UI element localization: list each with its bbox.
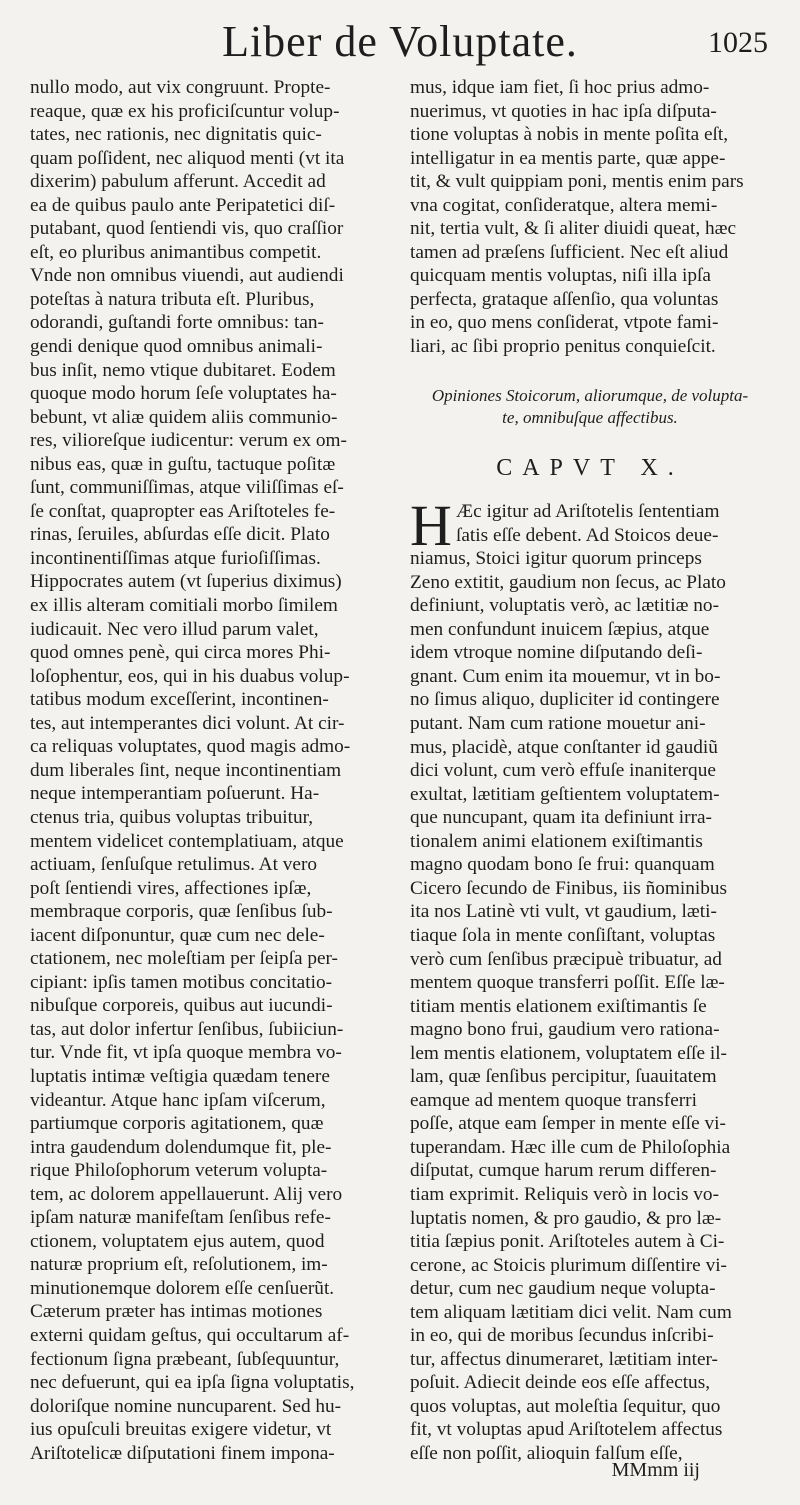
text-line: rique Philoſophorum veterum volupta-: [30, 1160, 328, 1182]
text-line: tione voluptas à nobis in mente poſita eſt,: [410, 124, 729, 146]
text-line: doloriſque nomine nuncuparent. Sed hu-: [30, 1395, 342, 1417]
text-line: luptatis nomen, & pro gaudio, & pro læ-: [410, 1207, 722, 1229]
text-line: tamen ad præſens ſufficient. Nec eſt aliud: [410, 241, 729, 263]
text-line: dum liberales ſint, neque incontinentiam: [30, 759, 342, 781]
text-line: tuperandam. Hæc ille cum de Philoſophia: [410, 1136, 731, 1158]
text-line: eſſe non poſſit, alioquin falſum eſſe,: [410, 1442, 683, 1464]
text-line: fectionum ſigna præbeant, ſubſequuntur,: [30, 1348, 340, 1370]
text-line: nullo modo, aut vix congruunt. Propte-: [30, 77, 331, 98]
text-line: tes, aut intemperantes dici volunt. At cir-: [30, 712, 345, 734]
text-line: membraque corporis, quæ ſenſibus ſub-: [30, 901, 333, 923]
text-line: tiaque ſola in mente conſiſtant, voluptas: [410, 924, 716, 946]
text-line: neque intemperantiam poſuerunt. Ha-: [30, 783, 320, 805]
text-line: tem, ac dolorem appellauerunt. Alij vero: [30, 1183, 343, 1205]
text-line: naturæ proprium eſt, reſolutionem, im-: [30, 1254, 328, 1276]
text-line: detur, cum nec gaudium neque volupta-: [410, 1278, 716, 1300]
text-line: ita nos Latinè vti vult, vt gaudium, læti-: [410, 901, 717, 923]
text-line: externi quidam geſtus, qui occultarum af-: [30, 1324, 350, 1346]
text-line: titia ſæpius ponit. Ariſtoteles autem à Ci-: [410, 1231, 725, 1253]
text-line: eſt, eo pluribus animantibus competit.: [30, 241, 322, 263]
text-line: gendi denique quod omnibus animali-: [30, 336, 323, 358]
text-line: ca reliquas voluptates, quod magis admo-: [30, 736, 351, 758]
text-line: iudicauit. Nec vero illud parum valet,: [30, 618, 319, 640]
text-line: nec defuerunt, qui ea ipſa ſigna voluptatis,: [30, 1372, 355, 1394]
text-line: mus, placidè, atque conſtanter id gaudiũ: [410, 736, 718, 758]
text-line: ſunt, communiſſimas, atque viliſſimas eſ-: [30, 477, 344, 499]
text-line: iacent diſponuntur, quæ cum nec dele-: [30, 924, 325, 946]
text-line: no ſimus aliquo, dupliciter id contingere: [410, 689, 720, 711]
text-line: Æc igitur ad Ariſtotelis ſententiam: [456, 501, 720, 523]
page-number: 1025: [708, 26, 768, 59]
text-line: intelligatur in ea mentis parte, quæ appe-: [410, 147, 726, 169]
text-line: gnant. Cum enim ita mouemur, vt in bo-: [410, 665, 721, 687]
text-line: niamus, Stoici igitur quorum princeps: [410, 548, 702, 570]
text-line: bus inſit, nemo vtique dubitaret. Eodem: [30, 359, 336, 381]
text-line: ipſam naturæ manifeſtam ſenſibus refe-: [30, 1207, 331, 1229]
text-line: res, vilioreſque iudicentur: verum ex om-: [30, 430, 347, 452]
text-line: tiam exprimit. Reliquis verò in locis vo-: [410, 1183, 719, 1205]
text-line: que nuncupant, quam ita definiunt irra-: [410, 807, 712, 829]
text-line: reaque, quæ ex his proficiſcuntur volup-: [30, 100, 340, 122]
text-line: Hippocrates autem (vt ſuperius diximus): [30, 571, 342, 593]
text-line: tur, affectus dinumeraret, lætitiam inter-: [410, 1348, 718, 1370]
text-line: tit, & vult quippiam poni, mentis enim pars: [410, 171, 744, 193]
text-line: mus, idque iam fiet, ſi hoc prius admo-: [410, 77, 710, 98]
text-line: magno quodam bono ſe frui: quanquam: [410, 854, 715, 876]
text-line: poſſe, atque eam ſemper in mente eſſe vi-: [410, 1113, 726, 1135]
text-line: cipiant: ipſis tamen motibus concitatio-: [30, 971, 333, 993]
text-line: putant. Nam cum ratione mouetur ani-: [410, 713, 706, 735]
text-line: ea de quibus paulo ante Peripatetici diſ-: [30, 194, 336, 216]
text-line: te, omnibuſque affectibus.: [502, 407, 678, 427]
text-line: ſatis eſſe debent. Ad Stoicos deue-: [456, 524, 719, 546]
text-line: cerone, ac Stoicis plurimum diſſentire vi-: [410, 1254, 727, 1276]
text-line: nuerimus, vt quoties in hac ipſa diſputa-: [410, 100, 717, 122]
text-line: nit, tertia vult, & ſi aliter diuidi queat, hæc: [410, 218, 737, 240]
text-line: poteſtas à natura tributa eſt. Pluribus,: [30, 288, 315, 310]
text-line: poſt ſentiendi vires, affectiones ipſæ,: [30, 877, 312, 899]
drop-cap-letter: H: [410, 493, 452, 559]
text-line: fit, vt voluptas apud Ariſtotelem affectus: [410, 1419, 723, 1441]
text-line: perfecta, grataque aſſenſio, qua voluntas: [410, 288, 719, 310]
text-line: odorandi, guſtandi forte omnibus: tan-: [30, 312, 324, 334]
right-column-top-text: [410, 76, 770, 359]
right-column-body-text: [410, 547, 770, 1465]
text-line: definiunt, voluptatis verò, ac lætitiæ no-: [410, 595, 719, 617]
text-line: idem vtroque nomine diſputando deſi-: [410, 642, 703, 664]
text-line: quos voluptas, aut moleſtia ſequitur, quo: [410, 1395, 721, 1417]
text-line: diſputat, cumque harum rerum differen-: [410, 1160, 717, 1182]
text-line: Zeno extitit, gaudium non ſecus, ac Plato: [410, 571, 726, 593]
text-line: mentem videlicet contemplatiuam, atque: [30, 830, 344, 852]
text-line: Cicero ſecundo de Finibus, iis ñominibus: [410, 877, 728, 899]
right-column: [410, 76, 770, 1466]
text-line: magno bono frui, gaudium vero rationa-: [410, 1019, 720, 1041]
text-line: ius opuſculi breuitas exigere videtur, vt: [30, 1419, 332, 1441]
text-line: tionalem animi elationem exiſtimantis: [410, 830, 703, 852]
text-line: Opiniones Stoicorum, aliorumque, de volupta-: [431, 385, 749, 405]
left-column: [30, 76, 394, 1465]
text-line: in eo, quo mens conſiderat, vtpote fami-: [410, 312, 719, 334]
text-line: quicquam mentis voluptas, niſi illa ipſa: [410, 265, 711, 287]
text-line: tates, nec rationis, nec dignitatis quic-: [30, 124, 322, 146]
text-line: nibuſque corporeis, quibus aut iucundi-: [30, 995, 333, 1017]
text-line: quod omnes penè, qui circa mores Phi-: [30, 642, 331, 664]
text-line: in eo, qui de moribus ſecundus inſcribi-: [410, 1325, 714, 1347]
printer-signature: MMmm iij: [611, 1459, 700, 1481]
text-line: tem aliquam lætitiam dici velit. Nam cum: [410, 1301, 732, 1323]
text-line: nibus eas, quæ in guſtu, tactuque poſitæ: [30, 453, 336, 475]
text-line: Ariſtotelicæ diſputationi finem impona-: [30, 1442, 335, 1464]
text-line: ctenus tria, quibus voluptas tribuitur,: [30, 806, 314, 828]
text-line: exultat, lætitiam geſtientem voluptatem-: [410, 783, 720, 805]
text-line: videantur. Atque hanc ipſam viſcerum,: [30, 1089, 326, 1111]
text-line: ctationem, nec moleſtiam per ſeipſa per-: [30, 948, 338, 970]
text-line: mentem quoque transferri poſſit. Eſſe læ-: [410, 972, 725, 994]
text-line: liari, ac ſibi proprio penitus conquieſcit.: [410, 336, 716, 358]
text-line: quam poſſident, nec aliquod menti (vt ita: [30, 147, 345, 169]
text-line: titiam mentis elationem exiſtimantis ſe: [410, 995, 707, 1017]
chapter-rubric: [410, 385, 770, 429]
running-title: Liber de Voluptate.: [222, 17, 578, 66]
text-line: ctionem, voluptatem ejus autem, quod: [30, 1230, 325, 1252]
chapter-heading: CAPVT X.: [496, 454, 684, 481]
text-line: eamque ad mentem quoque transferri: [410, 1089, 697, 1111]
text-line: ſe conſtat, quapropter eas Ariſtoteles fe-: [30, 500, 336, 522]
text-line: bebunt, vt aliæ quidem aliis communio-: [30, 406, 338, 428]
text-line: putabant, quod ſentiendi vis, quo craſſior: [30, 218, 344, 240]
text-line: partiumque corporis agitationem, quæ: [30, 1113, 324, 1135]
text-line: lam, quæ ſenſibus percipitur, ſuauitatem: [410, 1066, 717, 1088]
text-line: actiuam, ſenſuſque retulimus. At vero: [30, 854, 318, 876]
text-line: loſophentur, eos, qui in his duabus volup-: [30, 665, 350, 687]
text-line: incontinentiſſimas atque furioſiſſimas.: [30, 547, 321, 569]
text-line: tatibus modum exceſſerint, incontinen-: [30, 689, 329, 711]
text-line: quoque modo horum ſeſe voluptates ha-: [30, 383, 337, 405]
text-line: poſuit. Adiecit deinde eos eſſe affectus,: [410, 1372, 711, 1394]
text-line: ex illis alteram comitiali morbo ſimilem: [30, 595, 338, 617]
text-line: men confundunt inuicem ſæpius, atque: [410, 618, 710, 640]
text-line: minutionemque dolorem eſſe cenſuerũt.: [30, 1277, 335, 1299]
text-line: luptatis intimæ veſtigia quædam tenere: [30, 1065, 330, 1087]
text-line: dixerim) pabulum afferunt. Accedit ad: [30, 171, 326, 193]
text-line: lem mentis elationem, voluptatem eſſe il-: [410, 1042, 727, 1064]
text-line: verò cum ſenſibus præcipuè tribuatur, ad: [410, 948, 722, 970]
text-line: tur. Vnde fit, vt ipſa quoque membra vo-: [30, 1042, 342, 1064]
drop-cap-lines: [410, 500, 770, 547]
text-line: tas, aut dolor infertur ſenſibus, ſubiiciun-: [30, 1018, 344, 1040]
text-line: dici volunt, cum verò effuſe inaniterque: [410, 760, 716, 782]
text-line: rinas, ſeruiles, abſurdas eſſe dicit. Plato: [30, 524, 330, 546]
text-line: Vnde non omnibus viuendi, aut audiendi: [30, 265, 344, 287]
text-line: Cæterum præter has intimas motiones: [30, 1301, 323, 1323]
text-line: intra gaudendum dolendumque fit, ple-: [30, 1136, 332, 1158]
text-line: vna cogitat, conſideratque, altera memi-: [410, 194, 718, 216]
